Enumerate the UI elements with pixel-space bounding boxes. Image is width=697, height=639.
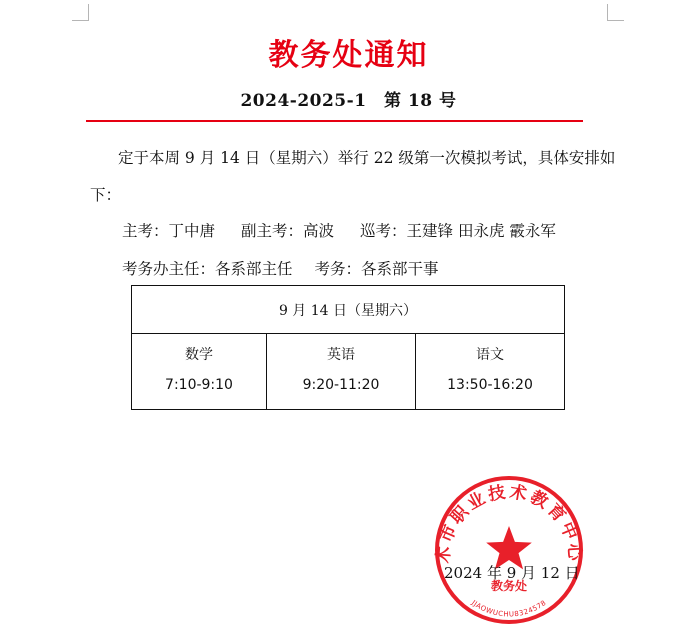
paragraph-line-2: 下： bbox=[90, 186, 122, 204]
subject-label: 语文 bbox=[476, 347, 504, 363]
exam-schedule-table bbox=[131, 285, 565, 410]
deputy-examiner: 副主考：高波 bbox=[241, 222, 335, 240]
seal-code-text: JJAOWUCHU8324578 bbox=[470, 598, 548, 619]
schedule-cell-english bbox=[267, 334, 416, 410]
seal-ring-text: 木市职业技术教育中心 bbox=[433, 482, 585, 565]
exam-time: 7:10-9:10 bbox=[165, 377, 233, 393]
red-divider bbox=[86, 120, 583, 122]
crop-mark-top-left bbox=[72, 4, 89, 21]
subject-label: 数学 bbox=[185, 347, 213, 363]
proctors: 巡考：王建锋 田永虎 霰永军 bbox=[360, 222, 556, 240]
chief-examiner: 主考：丁中唐 bbox=[122, 222, 216, 240]
subject-label: 英语 bbox=[327, 347, 355, 363]
notice-title: 教务处通知 bbox=[268, 38, 429, 73]
exam-time: 13:50-16:20 bbox=[447, 377, 533, 393]
schedule-cell-math bbox=[132, 334, 267, 410]
paragraph-line-1: 定于本周 9 月 14 日（星期六）举行 22 级第一次模拟考试，具体安排如 bbox=[118, 149, 616, 167]
signature-date: 2024 年 9 月 12 日 bbox=[444, 564, 580, 582]
office-director: 考务办主任：各系部主任 bbox=[122, 260, 293, 278]
official-seal bbox=[433, 474, 585, 626]
exam-affairs: 考务：各系部干事 bbox=[314, 260, 439, 278]
schedule-cell-chinese bbox=[416, 334, 565, 410]
staff-line-affairs bbox=[122, 257, 439, 279]
schedule-date-header: 9 月 14 日（星期六） bbox=[132, 286, 565, 334]
seal-center-text: 教务处 bbox=[490, 579, 528, 593]
crop-mark-top-right bbox=[607, 4, 624, 21]
staff-line-examiners bbox=[122, 219, 556, 241]
exam-time: 9:20-11:20 bbox=[302, 377, 380, 393]
document-number: 2024-2025-1 第 18 号 bbox=[240, 91, 457, 111]
